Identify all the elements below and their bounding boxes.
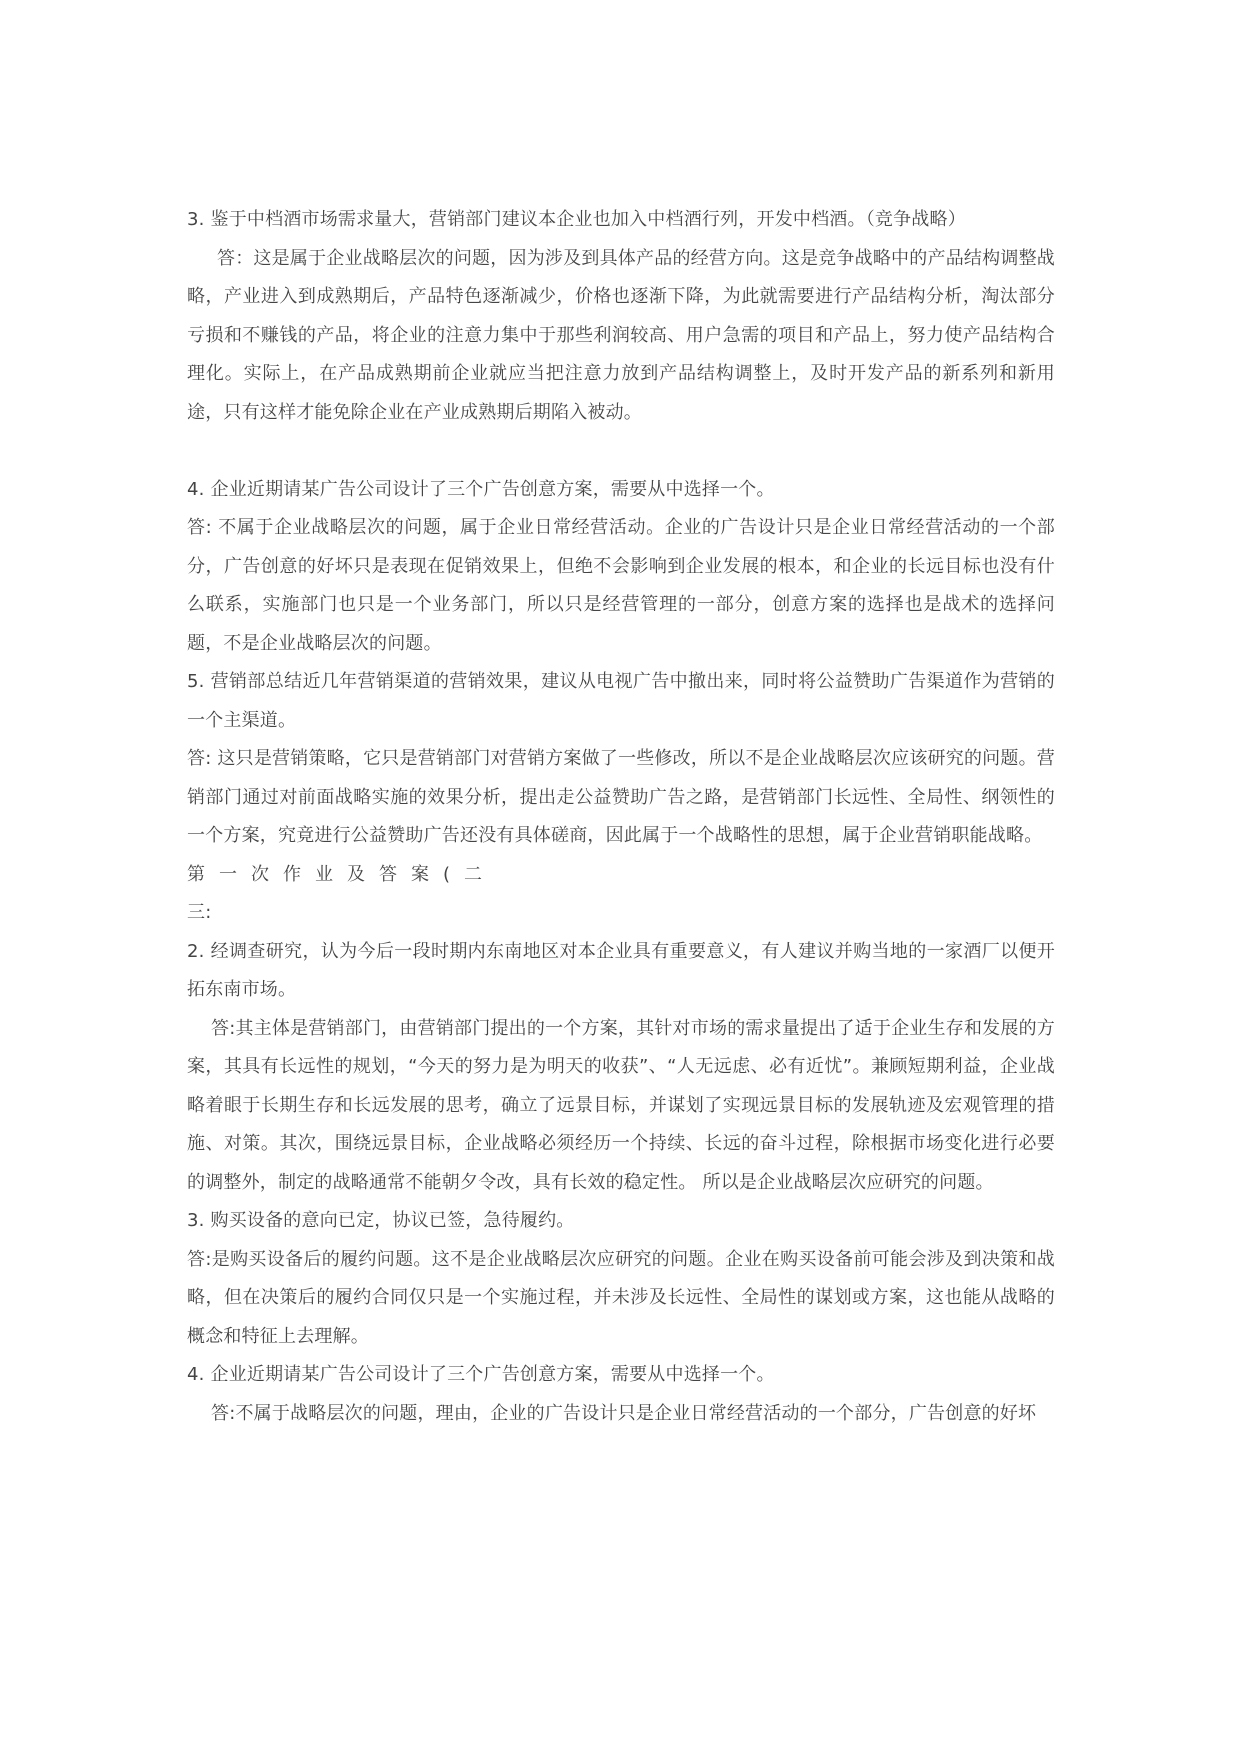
- q5-answer: 答: 这只是营销策略，它只是营销部门对营销方案做了一些修改，所以不是企业战略层次应该研究的问题。营销部门通过对前面战略实施的效果分析，提出走公益赞助广告之路，是营销部门长远性、全局性、纲领性的一个方案，究竟进行公益赞助广告还没有具体磋商，因此属于一个战略性的思想，属于企业营销职能战略。: [187, 748, 1055, 846]
- q3-answer: 答：这是属于企业战略层次的问题，因为涉及到具体产品的经营方向。这是竞争战略中的产品结构调整战略，产业进入到成熟期后，产品特色逐渐减少，价格也逐渐下降，为此就需要进行产品结构分析，淘汰部分亏损和不赚钱的产品，将企业的注意力集中于那些利润较高、用户急需的项目和产品上，努力使产品结构合理化。实际上，在产品成熟期前企业就应当把注意力放到产品结构调整上，及时开发产品的新系列和新用途，只有这样才能免除企业在产业成熟期后期陷入被动。: [187, 247, 1055, 423]
- q4-question: 4. 企业近期请某广告公司设计了三个广告创意方案，需要从中选择一个。: [187, 478, 775, 500]
- s2-answer: 答:其主体是营销部门，由营销部门提出的一个方案，其针对市场的需求量提出了适于企业生存和发展的方案，其具有长远性的规划，“今天的努力是为明天的收获”、“人无远虑、必有近忧”。兼顾短期利益，企业战略着眼于长期生存和长远发展的思考，确立了远景目标，并谋划了实现远景目标的发展轨迹及宏观管理的措施、对策。其次，围绕远景目标，企业战略必须经历一个持续、长远的奋斗过程，除根据市场变化进行必要的调整外，制定的战略通常不能朝夕令改，具有长效的稳定性。 所以是企业战略层次应研究的问题。: [187, 1017, 1055, 1193]
- s3-question: 3. 购买设备的意向已定，协议已签，急待履约。: [187, 1210, 575, 1231]
- s4-question: 4. 企业近期请某广告公司设计了三个广告创意方案，需要从中选择一个。: [187, 1364, 775, 1385]
- s4-answer: 答:不属于战略层次的问题，理由，企业的广告设计只是企业日常经营活动的一个部分，广告创意的好坏: [211, 1402, 1037, 1424]
- q4-answer: 答: 不属于企业战略层次的问题，属于企业日常经营活动。企业的广告设计只是企业日常经营活动的一个部分，广告创意的好坏只是表现在促销效果上，但绝不会影响到企业发展的根本，和企业的长远目标也没有什么联系，实施部门也只是一个业务部门，所以只是经营管理的一部分，创意方案的选择也是战术的选择问题，不是企业战略层次的问题。: [187, 517, 1055, 654]
- section-subheading: 三:: [187, 902, 212, 923]
- s2-question: 2. 经调查研究，认为今后一段时期内东南地区对本企业具有重要意义，有人建议并购当地的一家酒厂以便开拓东南市场。: [187, 940, 1055, 1000]
- s3-answer: 答:是购买设备后的履约问题。这不是企业战略层次应研究的问题。企业在购买设备前可能会涉及到决策和战略，但在决策后的履约合同仅只是一个实施过程，并未涉及长远性、全局性的谋划或方案，这也能从战略的概念和特征上去理解。: [187, 1248, 1055, 1347]
- document-body: [187, 201, 1055, 1433]
- section-heading: 第一次作业及答案(二: [187, 863, 497, 885]
- q5-question: 5. 营销部总结近几年营销渠道的营销效果，建议从电视广告中撤出来，同时将公益赞助广告渠道作为营销的一个主渠道。: [187, 671, 1055, 731]
- q3-question: 3. 鉴于中档酒市场需求量大，营销部门建议本企业也加入中档酒行列，开发中档酒。（竞争战略）: [187, 209, 966, 230]
- paragraph-gap: [187, 432, 1055, 471]
